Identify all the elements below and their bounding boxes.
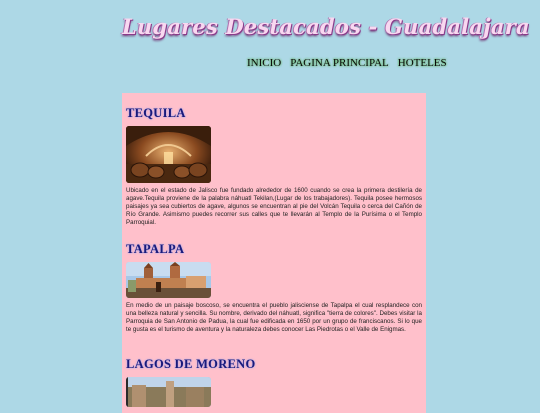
tequila-cellar-photo [126, 126, 211, 183]
section-description: Ubicado en el estado de Jalisco fue fundado alrededor de 1600 cuando se crea la primera destilería de agave.Tequila proviene de la palabra náhuatl Tekilan,(Lugar de los trabajadores). Tequila posee hermosos paisajes ya sea cubiertos de agave, algunos se encuentran al pie del Volcán Tequila o cerca del Cañón de Río Grande. Asimismo puedes recorrer sus calles que te llevarán al Templo de la Purísima o el Templo Parroquial. [126, 187, 422, 226]
main-nav [247, 57, 447, 69]
section-title: TEQUILA [126, 106, 186, 120]
section-description: En medio de un paisaje boscoso, se encuentra el pueblo jalisciense de Tapalpa el cual resplandece con una belleza natural y sencilla. Su nombre, derivado del náhuatl, significa "tierra de colores". Debes visitar la Parroquia de San Antonio de Padua, la cual fue edificada en 1650 por un grupo de franciscanos. Si lo que te gusta es el turismo de aventura y la naturaleza debes conocer Las Piedrotas o el Valle de Enigmas. [126, 302, 422, 333]
lagos-de-moreno-photo [126, 377, 211, 407]
section-tequila [126, 106, 422, 233]
section-lagos-de-moreno [126, 357, 422, 407]
tapalpa-church-photo [126, 262, 211, 298]
section-tapalpa [126, 242, 422, 340]
nav-link-inicio[interactable]: INICIO [247, 57, 282, 69]
nav-link-pagina-principal[interactable]: PAGINA PRINCIPAL [290, 57, 389, 69]
site-title: Lugares Destacados - Guadalajara [122, 14, 530, 39]
section-title: LAGOS DE MORENO [126, 357, 256, 371]
nav-link-hoteles[interactable]: HOTELES [397, 57, 447, 69]
content-panel [122, 93, 426, 413]
section-title: TAPALPA [126, 242, 185, 256]
